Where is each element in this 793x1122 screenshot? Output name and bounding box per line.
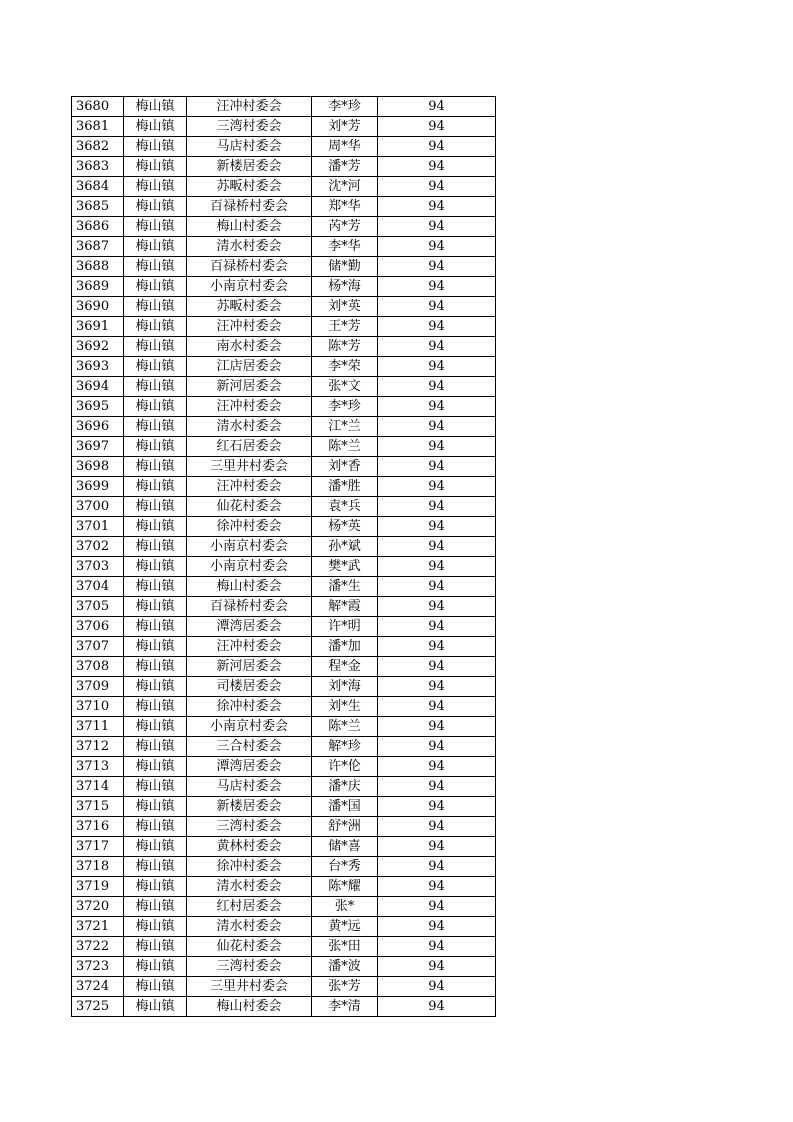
- table-row: [72, 717, 496, 737]
- score-cell: 94: [378, 97, 496, 117]
- row-number: 3724: [72, 977, 124, 997]
- committee-cell: 黄林村委会: [187, 837, 312, 857]
- person-name-cell: 刘*香: [312, 457, 378, 477]
- table-row: [72, 197, 496, 217]
- table-row: [72, 357, 496, 377]
- score-cell: 94: [378, 537, 496, 557]
- town-cell: 梅山镇: [124, 537, 187, 557]
- person-name-cell: 周*华: [312, 137, 378, 157]
- score-cell: 94: [378, 697, 496, 717]
- person-name-cell: 解*霞: [312, 597, 378, 617]
- row-number: 3702: [72, 537, 124, 557]
- score-cell: 94: [378, 997, 496, 1017]
- person-name-cell: 潘*波: [312, 957, 378, 977]
- table-row: [72, 517, 496, 537]
- table-row: [72, 817, 496, 837]
- town-cell: 梅山镇: [124, 277, 187, 297]
- score-cell: 94: [378, 477, 496, 497]
- score-cell: 94: [378, 977, 496, 997]
- table-row: [72, 657, 496, 677]
- row-number: 3707: [72, 637, 124, 657]
- score-cell: 94: [378, 177, 496, 197]
- row-number: 3688: [72, 257, 124, 277]
- committee-cell: 马店村委会: [187, 137, 312, 157]
- person-name-cell: 杨*英: [312, 517, 378, 537]
- table-row: [72, 697, 496, 717]
- row-number: 3694: [72, 377, 124, 397]
- row-number: 3687: [72, 237, 124, 257]
- committee-cell: 徐冲村委会: [187, 517, 312, 537]
- table-row: [72, 317, 496, 337]
- score-cell: 94: [378, 257, 496, 277]
- person-name-cell: 台*秀: [312, 857, 378, 877]
- town-cell: 梅山镇: [124, 677, 187, 697]
- town-cell: 梅山镇: [124, 177, 187, 197]
- score-cell: 94: [378, 417, 496, 437]
- committee-cell: 三合村委会: [187, 737, 312, 757]
- row-number: 3713: [72, 757, 124, 777]
- person-name-cell: 潘*胜: [312, 477, 378, 497]
- town-cell: 梅山镇: [124, 497, 187, 517]
- committee-cell: 小南京村委会: [187, 537, 312, 557]
- committee-cell: 仙花村委会: [187, 497, 312, 517]
- row-number: 3698: [72, 457, 124, 477]
- row-number: 3700: [72, 497, 124, 517]
- town-cell: 梅山镇: [124, 757, 187, 777]
- committee-cell: 仙花村委会: [187, 937, 312, 957]
- committee-cell: 三湾村委会: [187, 957, 312, 977]
- data-sheet: [71, 96, 496, 1017]
- town-cell: 梅山镇: [124, 977, 187, 997]
- score-cell: 94: [378, 397, 496, 417]
- table-row: [72, 377, 496, 397]
- score-cell: 94: [378, 457, 496, 477]
- row-number: 3689: [72, 277, 124, 297]
- town-cell: 梅山镇: [124, 117, 187, 137]
- town-cell: 梅山镇: [124, 737, 187, 757]
- committee-cell: 红村居委会: [187, 897, 312, 917]
- row-number: 3684: [72, 177, 124, 197]
- town-cell: 梅山镇: [124, 837, 187, 857]
- row-number: 3725: [72, 997, 124, 1017]
- town-cell: 梅山镇: [124, 777, 187, 797]
- town-cell: 梅山镇: [124, 657, 187, 677]
- town-cell: 梅山镇: [124, 957, 187, 977]
- committee-cell: 小南京村委会: [187, 717, 312, 737]
- row-number: 3697: [72, 437, 124, 457]
- town-cell: 梅山镇: [124, 717, 187, 737]
- score-cell: 94: [378, 637, 496, 657]
- person-name-cell: 陈*兰: [312, 437, 378, 457]
- table-row: [72, 877, 496, 897]
- score-cell: 94: [378, 737, 496, 757]
- row-number: 3691: [72, 317, 124, 337]
- table-row: [72, 97, 496, 117]
- town-cell: 梅山镇: [124, 377, 187, 397]
- committee-cell: 小南京村委会: [187, 557, 312, 577]
- person-name-cell: 许*明: [312, 617, 378, 637]
- score-cell: 94: [378, 217, 496, 237]
- score-cell: 94: [378, 957, 496, 977]
- person-name-cell: 解*珍: [312, 737, 378, 757]
- committee-cell: 梅山村委会: [187, 577, 312, 597]
- committee-cell: 汪冲村委会: [187, 97, 312, 117]
- table-row: [72, 637, 496, 657]
- score-cell: 94: [378, 897, 496, 917]
- town-cell: 梅山镇: [124, 217, 187, 237]
- person-name-cell: 陈*芳: [312, 337, 378, 357]
- table-row: [72, 917, 496, 937]
- score-cell: 94: [378, 337, 496, 357]
- score-cell: 94: [378, 557, 496, 577]
- committee-cell: 江店居委会: [187, 357, 312, 377]
- row-number: 3706: [72, 617, 124, 637]
- person-name-cell: 刘*英: [312, 297, 378, 317]
- score-cell: 94: [378, 917, 496, 937]
- person-name-cell: 张*: [312, 897, 378, 917]
- table-row: [72, 577, 496, 597]
- score-cell: 94: [378, 857, 496, 877]
- person-name-cell: 张*芳: [312, 977, 378, 997]
- table-row: [72, 537, 496, 557]
- row-number: 3716: [72, 817, 124, 837]
- committee-cell: 汪冲村委会: [187, 477, 312, 497]
- person-name-cell: 刘*芳: [312, 117, 378, 137]
- person-name-cell: 刘*海: [312, 677, 378, 697]
- table-row: [72, 937, 496, 957]
- town-cell: 梅山镇: [124, 317, 187, 337]
- committee-cell: 苏畈村委会: [187, 297, 312, 317]
- table-row: [72, 757, 496, 777]
- person-name-cell: 潘*生: [312, 577, 378, 597]
- town-cell: 梅山镇: [124, 437, 187, 457]
- table-row: [72, 997, 496, 1017]
- committee-cell: 苏畈村委会: [187, 177, 312, 197]
- table-row: [72, 497, 496, 517]
- table-row: [72, 137, 496, 157]
- person-name-cell: 王*芳: [312, 317, 378, 337]
- committee-cell: 徐冲村委会: [187, 857, 312, 877]
- person-name-cell: 杨*海: [312, 277, 378, 297]
- score-cell: 94: [378, 657, 496, 677]
- person-name-cell: 陈*耀: [312, 877, 378, 897]
- person-name-cell: 刘*生: [312, 697, 378, 717]
- committee-cell: 汪冲村委会: [187, 637, 312, 657]
- row-number: 3723: [72, 957, 124, 977]
- person-name-cell: 储*勤: [312, 257, 378, 277]
- committee-cell: 红石居委会: [187, 437, 312, 457]
- table-row: [72, 117, 496, 137]
- town-cell: 梅山镇: [124, 857, 187, 877]
- table-row: [72, 437, 496, 457]
- committee-cell: 新楼居委会: [187, 797, 312, 817]
- town-cell: 梅山镇: [124, 997, 187, 1017]
- row-number: 3692: [72, 337, 124, 357]
- table-row: [72, 857, 496, 877]
- score-cell: 94: [378, 817, 496, 837]
- table-row: [72, 617, 496, 637]
- score-cell: 94: [378, 437, 496, 457]
- score-cell: 94: [378, 517, 496, 537]
- table-row: [72, 557, 496, 577]
- committee-cell: 三湾村委会: [187, 117, 312, 137]
- table-row: [72, 897, 496, 917]
- score-cell: 94: [378, 837, 496, 857]
- row-number: 3683: [72, 157, 124, 177]
- town-cell: 梅山镇: [124, 257, 187, 277]
- committee-cell: 清水村委会: [187, 237, 312, 257]
- score-cell: 94: [378, 137, 496, 157]
- person-name-cell: 樊*武: [312, 557, 378, 577]
- table-row: [72, 737, 496, 757]
- records-table: [71, 96, 496, 1017]
- town-cell: 梅山镇: [124, 817, 187, 837]
- score-cell: 94: [378, 757, 496, 777]
- table-row: [72, 237, 496, 257]
- person-name-cell: 芮*芳: [312, 217, 378, 237]
- person-name-cell: 张*文: [312, 377, 378, 397]
- score-cell: 94: [378, 717, 496, 737]
- table-row: [72, 977, 496, 997]
- row-number: 3682: [72, 137, 124, 157]
- committee-cell: 新楼居委会: [187, 157, 312, 177]
- person-name-cell: 孙*斌: [312, 537, 378, 557]
- committee-cell: 司楼居委会: [187, 677, 312, 697]
- town-cell: 梅山镇: [124, 697, 187, 717]
- person-name-cell: 李*清: [312, 997, 378, 1017]
- row-number: 3685: [72, 197, 124, 217]
- person-name-cell: 潘*庆: [312, 777, 378, 797]
- table-row: [72, 597, 496, 617]
- committee-cell: 百禄桥村委会: [187, 257, 312, 277]
- person-name-cell: 潘*芳: [312, 157, 378, 177]
- town-cell: 梅山镇: [124, 97, 187, 117]
- table-row: [72, 457, 496, 477]
- person-name-cell: 潘*加: [312, 637, 378, 657]
- score-cell: 94: [378, 597, 496, 617]
- town-cell: 梅山镇: [124, 597, 187, 617]
- person-name-cell: 许*伦: [312, 757, 378, 777]
- row-number: 3695: [72, 397, 124, 417]
- committee-cell: 汪冲村委会: [187, 397, 312, 417]
- score-cell: 94: [378, 937, 496, 957]
- town-cell: 梅山镇: [124, 557, 187, 577]
- committee-cell: 清水村委会: [187, 877, 312, 897]
- town-cell: 梅山镇: [124, 197, 187, 217]
- row-number: 3699: [72, 477, 124, 497]
- row-number: 3710: [72, 697, 124, 717]
- row-number: 3719: [72, 877, 124, 897]
- town-cell: 梅山镇: [124, 357, 187, 377]
- town-cell: 梅山镇: [124, 617, 187, 637]
- row-number: 3680: [72, 97, 124, 117]
- town-cell: 梅山镇: [124, 337, 187, 357]
- row-number: 3703: [72, 557, 124, 577]
- score-cell: 94: [378, 677, 496, 697]
- table-row: [72, 257, 496, 277]
- town-cell: 梅山镇: [124, 477, 187, 497]
- table-row: [72, 957, 496, 977]
- committee-cell: 徐冲村委会: [187, 697, 312, 717]
- committee-cell: 新河居委会: [187, 377, 312, 397]
- committee-cell: 梅山村委会: [187, 997, 312, 1017]
- row-number: 3711: [72, 717, 124, 737]
- table-row: [72, 777, 496, 797]
- person-name-cell: 黄*远: [312, 917, 378, 937]
- person-name-cell: 郑*华: [312, 197, 378, 217]
- row-number: 3681: [72, 117, 124, 137]
- table-row: [72, 477, 496, 497]
- committee-cell: 新河居委会: [187, 657, 312, 677]
- score-cell: 94: [378, 117, 496, 137]
- row-number: 3717: [72, 837, 124, 857]
- town-cell: 梅山镇: [124, 797, 187, 817]
- committee-cell: 百禄桥村委会: [187, 597, 312, 617]
- score-cell: 94: [378, 277, 496, 297]
- person-name-cell: 潘*国: [312, 797, 378, 817]
- town-cell: 梅山镇: [124, 517, 187, 537]
- person-name-cell: 张*田: [312, 937, 378, 957]
- committee-cell: 三里井村委会: [187, 457, 312, 477]
- row-number: 3720: [72, 897, 124, 917]
- town-cell: 梅山镇: [124, 877, 187, 897]
- committee-cell: 三里井村委会: [187, 977, 312, 997]
- row-number: 3722: [72, 937, 124, 957]
- person-name-cell: 储*喜: [312, 837, 378, 857]
- score-cell: 94: [378, 577, 496, 597]
- committee-cell: 小南京村委会: [187, 277, 312, 297]
- person-name-cell: 李*珍: [312, 97, 378, 117]
- score-cell: 94: [378, 297, 496, 317]
- row-number: 3693: [72, 357, 124, 377]
- score-cell: 94: [378, 357, 496, 377]
- town-cell: 梅山镇: [124, 297, 187, 317]
- committee-cell: 梅山村委会: [187, 217, 312, 237]
- row-number: 3721: [72, 917, 124, 937]
- table-row: [72, 797, 496, 817]
- committee-cell: 清水村委会: [187, 417, 312, 437]
- score-cell: 94: [378, 237, 496, 257]
- town-cell: 梅山镇: [124, 417, 187, 437]
- score-cell: 94: [378, 797, 496, 817]
- committee-cell: 南水村委会: [187, 337, 312, 357]
- person-name-cell: 李*华: [312, 237, 378, 257]
- person-name-cell: 舒*洲: [312, 817, 378, 837]
- committee-cell: 马店村委会: [187, 777, 312, 797]
- score-cell: 94: [378, 377, 496, 397]
- table-row: [72, 837, 496, 857]
- row-number: 3708: [72, 657, 124, 677]
- table-row: [72, 277, 496, 297]
- town-cell: 梅山镇: [124, 917, 187, 937]
- score-cell: 94: [378, 777, 496, 797]
- row-number: 3701: [72, 517, 124, 537]
- table-row: [72, 677, 496, 697]
- row-number: 3690: [72, 297, 124, 317]
- row-number: 3709: [72, 677, 124, 697]
- table-row: [72, 337, 496, 357]
- committee-cell: 潭湾居委会: [187, 617, 312, 637]
- town-cell: 梅山镇: [124, 937, 187, 957]
- table-row: [72, 297, 496, 317]
- score-cell: 94: [378, 497, 496, 517]
- town-cell: 梅山镇: [124, 637, 187, 657]
- committee-cell: 汪冲村委会: [187, 317, 312, 337]
- person-name-cell: 沈*河: [312, 177, 378, 197]
- town-cell: 梅山镇: [124, 137, 187, 157]
- records-table-body: [72, 97, 496, 1017]
- row-number: 3718: [72, 857, 124, 877]
- score-cell: 94: [378, 317, 496, 337]
- town-cell: 梅山镇: [124, 457, 187, 477]
- person-name-cell: 袁*兵: [312, 497, 378, 517]
- committee-cell: 清水村委会: [187, 917, 312, 937]
- row-number: 3712: [72, 737, 124, 757]
- town-cell: 梅山镇: [124, 897, 187, 917]
- row-number: 3704: [72, 577, 124, 597]
- committee-cell: 潭湾居委会: [187, 757, 312, 777]
- row-number: 3696: [72, 417, 124, 437]
- town-cell: 梅山镇: [124, 397, 187, 417]
- person-name-cell: 程*金: [312, 657, 378, 677]
- committee-cell: 三湾村委会: [187, 817, 312, 837]
- person-name-cell: 陈*兰: [312, 717, 378, 737]
- table-row: [72, 397, 496, 417]
- person-name-cell: 李*荣: [312, 357, 378, 377]
- table-row: [72, 177, 496, 197]
- score-cell: 94: [378, 877, 496, 897]
- row-number: 3714: [72, 777, 124, 797]
- score-cell: 94: [378, 197, 496, 217]
- table-row: [72, 417, 496, 437]
- town-cell: 梅山镇: [124, 577, 187, 597]
- table-row: [72, 157, 496, 177]
- row-number: 3686: [72, 217, 124, 237]
- town-cell: 梅山镇: [124, 237, 187, 257]
- score-cell: 94: [378, 157, 496, 177]
- table-row: [72, 217, 496, 237]
- row-number: 3715: [72, 797, 124, 817]
- score-cell: 94: [378, 617, 496, 637]
- row-number: 3705: [72, 597, 124, 617]
- committee-cell: 百禄桥村委会: [187, 197, 312, 217]
- person-name-cell: 李*珍: [312, 397, 378, 417]
- town-cell: 梅山镇: [124, 157, 187, 177]
- person-name-cell: 江*兰: [312, 417, 378, 437]
